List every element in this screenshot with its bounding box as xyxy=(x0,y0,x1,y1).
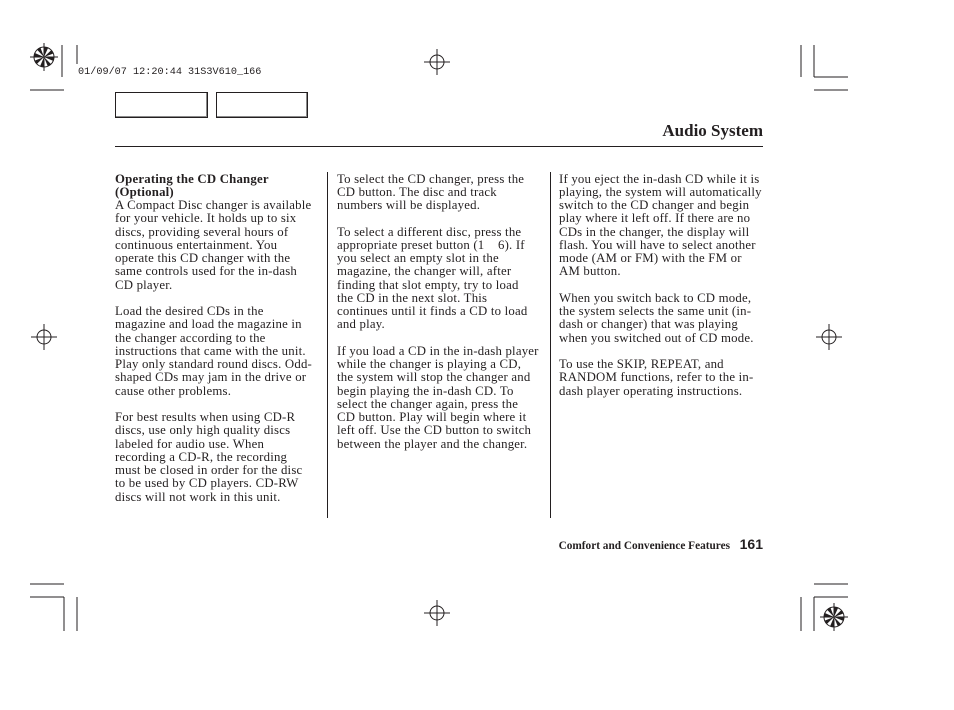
body-line: cause other problems. xyxy=(115,383,232,398)
body-line: Load the desired CDs in the xyxy=(115,304,264,318)
paragraph xyxy=(337,226,543,332)
registration-mark-top-left xyxy=(30,43,58,71)
page-number: 161 xyxy=(739,536,763,552)
body-line: same controls used for the in-dash xyxy=(115,264,298,279)
body-line: discs will not work in this unit. xyxy=(115,489,281,504)
body-line: magazine, the changer will, after xyxy=(337,264,512,279)
section-heading: Operating the CD Changer xyxy=(115,171,269,186)
body-line: To use the SKIP, REPEAT, and xyxy=(559,357,724,371)
paragraph xyxy=(559,173,765,279)
body-line: the changer according to the xyxy=(115,330,266,345)
crop-marks-bottom-left xyxy=(30,584,77,631)
body-line: A Compact Disc changer is available xyxy=(115,198,312,212)
paragraph xyxy=(337,173,543,213)
body-line: the system selects the same unit (in- xyxy=(559,304,752,318)
body-line: magazine and load the magazine in xyxy=(115,317,302,332)
body-line: continues until it finds a CD to load xyxy=(337,304,528,318)
body-line: between the player and the changer. xyxy=(337,436,528,451)
body-line: For best results when using CD-R xyxy=(115,410,296,424)
paragraph xyxy=(337,345,543,451)
body-line: play where it left off. If there are no xyxy=(559,211,751,226)
body-line: To select the CD changer, press the xyxy=(337,171,525,186)
header-rule xyxy=(115,146,763,147)
body-line: you select an empty slot in the xyxy=(337,251,499,265)
body-line: If you eject the in-dash CD while it is xyxy=(559,171,760,186)
body-line: CD player. xyxy=(115,277,173,292)
body-line: recording a CD-R, the recording xyxy=(115,449,288,464)
body-line: playing, the system will automatically xyxy=(559,184,762,199)
body-line: CDs in the changer, the display will xyxy=(559,224,750,239)
body-line: labeled for audio use. When xyxy=(115,436,265,451)
body-line: discs, use only high quality discs xyxy=(115,423,291,438)
paragraph xyxy=(115,305,321,398)
body-line: operate this CD changer with the xyxy=(115,251,291,265)
column-divider xyxy=(327,172,328,518)
body-line: begin playing the in-dash CD. To xyxy=(337,383,514,398)
body-line: left off. Use the CD button to switch xyxy=(337,423,532,438)
body-line: When you switch back to CD mode, xyxy=(559,290,752,305)
body-line: and play. xyxy=(337,317,385,332)
paragraph xyxy=(559,292,765,345)
paragraph xyxy=(115,173,321,292)
body-line: finding that slot empty, try to load xyxy=(337,277,519,292)
body-line: appropriate preset button (1 6). If xyxy=(337,237,525,252)
body-line: when you switched out of CD mode. xyxy=(559,330,754,345)
body-line: dash player operating instructions. xyxy=(559,383,743,398)
registration-mark-bottom-right xyxy=(820,603,848,631)
body-line: discs, providing several hours of xyxy=(115,224,289,239)
body-line: select the changer again, press the xyxy=(337,396,519,411)
header-tab-box xyxy=(216,92,308,118)
crosshair-mark-top xyxy=(424,49,450,75)
body-line: RANDOM functions, refer to the in- xyxy=(559,370,754,385)
crosshair-mark-bottom xyxy=(424,600,450,626)
header-tab-box xyxy=(115,92,208,118)
body-line: for your vehicle. It holds up to six xyxy=(115,211,297,226)
body-line: numbers will be displayed. xyxy=(337,198,481,212)
body-line: shaped CDs may jam in the drive or xyxy=(115,370,307,385)
crosshair-mark-right xyxy=(816,324,842,350)
print-slug: 01/09/07 12:20:44 31S3V610_166 xyxy=(78,67,262,78)
body-line: mode (AM or FM) with the FM or xyxy=(559,251,742,265)
body-line: instructions that came with the unit. xyxy=(115,343,306,358)
paragraph xyxy=(559,358,765,398)
body-line: CD button. The disc and track xyxy=(337,184,497,199)
body-line: switch to the CD changer and begin xyxy=(559,198,750,212)
body-line: To select a different disc, press the xyxy=(337,224,522,239)
body-line: Play only standard round discs. Odd- xyxy=(115,357,312,371)
paragraph xyxy=(115,411,321,504)
body-line: while the changer is playing a CD, xyxy=(337,357,522,371)
body-line: must be closed in order for the disc xyxy=(115,463,303,477)
body-line: continuous entertainment. You xyxy=(115,237,278,252)
crop-marks-top-right xyxy=(801,45,848,90)
footer-section-title: Comfort and Convenience Features xyxy=(558,540,730,552)
body-line: CD button. Play will begin where it xyxy=(337,410,527,424)
text-column-3 xyxy=(559,173,765,412)
body-line: to be used by CD players. CD-RW xyxy=(115,476,299,491)
section-heading: (Optional) xyxy=(115,184,174,199)
body-line: the CD in the next slot. This xyxy=(337,290,488,305)
page-title: Audio System xyxy=(662,121,763,140)
body-line: AM button. xyxy=(559,264,621,279)
body-line: the system will stop the changer and xyxy=(337,370,531,385)
body-line: flash. You will have to select another xyxy=(559,237,756,252)
body-line: dash or changer) that was playing xyxy=(559,317,738,332)
text-column-1 xyxy=(115,173,321,518)
crosshair-mark-left xyxy=(31,324,57,350)
column-divider xyxy=(550,172,551,518)
body-line: If you load a CD in the in-dash player xyxy=(337,343,539,358)
text-column-2 xyxy=(337,173,543,465)
